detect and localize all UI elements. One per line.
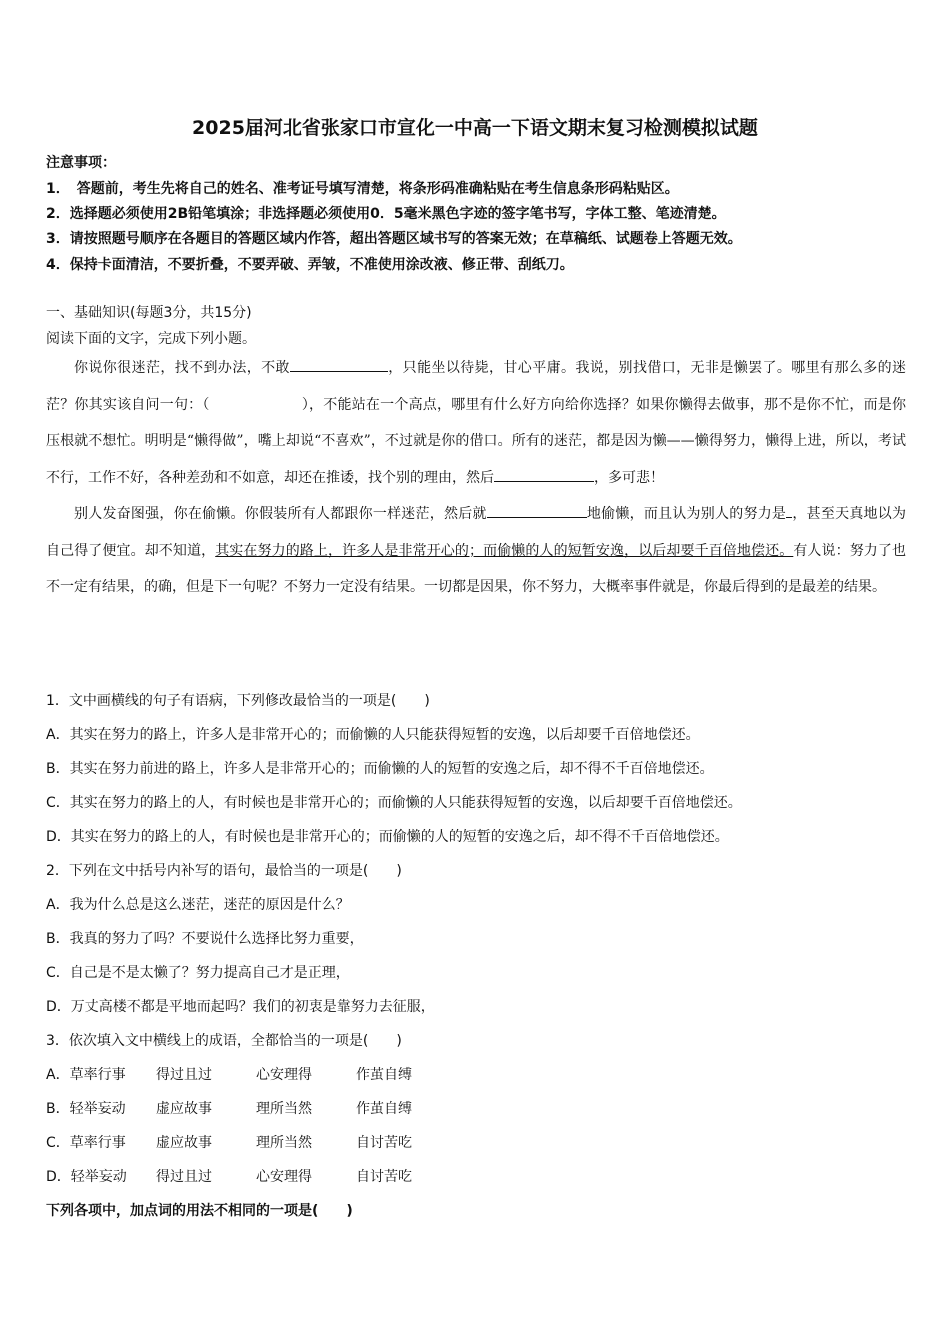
- next-question-stem: 下列各项中，加点词的用法不相同的一项是( ): [46, 1203, 353, 1219]
- passage-paragraph-1: 你说你很迷茫，找不到办法，不敢 ，只能坐以待毙，甘心平庸。我说，别找借口，无非是懒罢了。哪里有那么多的迷茫？你其实该自问一句：（ ），不能站在一个高点，哪里有什么好方向给你选择？如果你懒得去做事，那不是你不忙，而是你压根就不想忙。明明是“懒得做”，嘴上却说“不喜欢”，不过就是你的借口。所有的迷茫，都是因为懒——懒得努力，懒得上进，所以，考试不行，工作不好，各种差劲和不如意，却还在推诿，找个别的理由，然后 ，多可悲！: [46, 350, 906, 496]
- question-3-option-b: B．轻举妄动 虚应故事 理所当然 作茧自缚: [46, 1101, 412, 1117]
- section-heading: 一、基础知识(每题3分，共15分): [46, 305, 252, 321]
- notice-item: 2．选择题必须使用2B铅笔填涂；非选择题必须使用0．5毫米黑色字迹的签字笔书写，字体工整、笔迹清楚。: [46, 206, 726, 222]
- fill-blank-2: [494, 467, 594, 482]
- notice-heading: 注意事项：: [46, 155, 116, 171]
- fill-blank-1: [290, 357, 388, 372]
- fill-blank-3: [487, 503, 587, 518]
- notice-item: 3．请按照题号顺序在各题目的答题区域内作答，超出答题区域书写的答案无效；在草稿纸、试题卷上答题无效。: [46, 231, 742, 247]
- question-2-stem: 2．下列在文中括号内补写的语句，最恰当的一项是( ): [46, 863, 402, 879]
- question-2-option-a: A．我为什么总是这么迷茫，迷茫的原因是什么？: [46, 897, 350, 913]
- reading-passage: [46, 350, 906, 606]
- question-1-option-b: B．其实在努力前进的路上，许多人是非常开心的；而偷懒的人的短暂的安逸之后，却不得不千百倍地偿还。: [46, 761, 714, 777]
- passage-paragraph-2: 别人发奋图强，你在偷懒。你假装所有人都跟你一样迷茫，然后就 地偷懒，而且认为别人的努力是 ，甚至天真地以为自己得了便宜。却不知道，其实在努力的路上，许多人是非常开心的；而偷懒的人的短暂安逸，以后却要千百倍地偿还。有人说：努力了也不一定有结果，的确，但是下一句呢？不努力一定没有结果。一切都是因果，你不努力，大概率事件就是，你最后得到的是最差的结果。: [46, 496, 906, 606]
- section-instruction: 阅读下面的文字，完成下列小题。: [46, 331, 256, 347]
- underlined-sentence: 其实在努力的路上，许多人是非常开心的；而偷懒的人的短暂安逸，以后却要千百倍地偿还。: [215, 542, 794, 559]
- question-1-option-d: D．其实在努力的路上的人，有时候也是非常开心的；而偷懒的人的短暂的安逸之后，却不得不千百倍地偿还。: [46, 829, 729, 845]
- page-title: 2025届河北省张家口市宣化一中高一下语文期末复习检测模拟试题: [192, 117, 758, 139]
- question-3-option-d: D．轻举妄动 得过且过 心安理得 自讨苦吃: [46, 1169, 412, 1185]
- question-2-option-b: B．我真的努力了吗？不要说什么选择比努力重要，: [46, 931, 364, 947]
- question-3-stem: 3．依次填入文中横线上的成语，全都恰当的一项是( ): [46, 1033, 402, 1049]
- notice-item: 1． 答题前，考生先将自己的姓名、准考证号填写清楚，将条形码准确粘贴在考生信息条形码粘贴区。: [46, 181, 679, 197]
- question-3-option-c: C．草率行事 虚应故事 理所当然 自讨苦吃: [46, 1135, 412, 1151]
- question-3-option-a: A．草率行事 得过且过 心安理得 作茧自缚: [46, 1067, 412, 1083]
- question-1-option-c: C．其实在努力的路上的人，有时候也是非常开心的；而偷懒的人只能获得短暂的安逸，以后却要千百倍地偿还。: [46, 795, 742, 811]
- question-2-option-d: D．万丈高楼不都是平地而起吗？我们的初衷是靠努力去征服，: [46, 999, 435, 1015]
- question-1-option-a: A．其实在努力的路上，许多人是非常开心的；而偷懒的人只能获得短暂的安逸，以后却要千百倍地偿还。: [46, 727, 700, 743]
- question-1-stem: 1．文中画横线的句子有语病，下列修改最恰当的一项是( ): [46, 693, 430, 709]
- notice-item: 4．保持卡面清洁，不要折叠，不要弄破、弄皱，不准使用涂改液、修正带、刮纸刀。: [46, 257, 574, 273]
- question-2-option-c: C．自己是不是太懒了？努力提高自己才是正理，: [46, 965, 350, 981]
